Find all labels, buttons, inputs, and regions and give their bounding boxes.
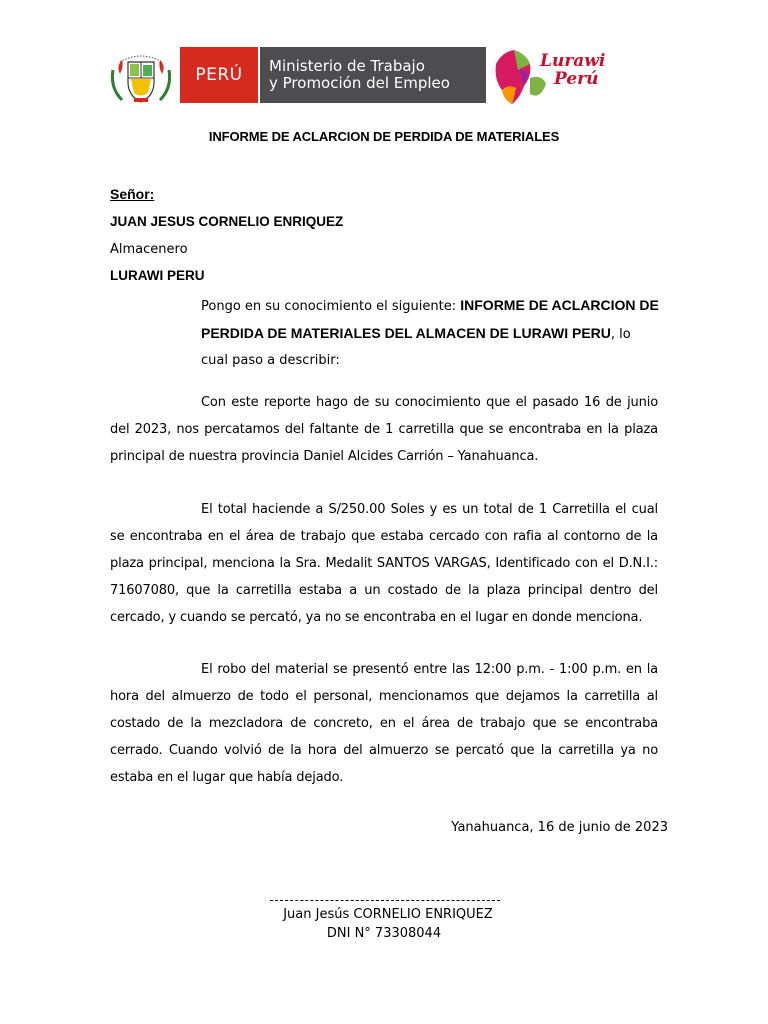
recipient-name: JUAN JESUS CORNELIO ENRIQUEZ: [110, 214, 344, 229]
salutation: Señor:: [110, 186, 155, 202]
intro-bold-subject: INFORME DE ACLARCION DE PERDIDA DE MATERIALES DEL ALMACEN DE LURAWI PERU: [201, 297, 659, 341]
peru-label: PERÚ: [195, 65, 243, 85]
signer-dni: DNI N° 73308044: [326, 926, 442, 941]
body-paragraph-1: Con este reporte hago de su conocimiento que el pasado 16 de junio del 2023, nos percatamos del faltante de 1 carretilla que se encontraba en la plaza principal de nuestra provincia Daniel Alcides Carrión – Yanahuanca.: [110, 395, 658, 464]
letterhead: [110, 44, 630, 108]
recipient-company: LURAWI PERU: [110, 268, 205, 283]
body-paragraph-2: El total haciende a S/250.00 Soles y es un total de 1 Carretilla el cual se encontraba en el área de trabajo que estaba cercado con rafia al contorno de la plaza principal, menciona la Sra. Medalit SANTOS VARGAS, Identificado con el D.N.I.: 71607080, que la carretilla estaba a un costado de la plaza principal dentro del cercado, y cuando se percató, ya no se encontraba en el lugar en donde menciona.: [110, 502, 658, 625]
lurawi-wordmark-line-2: Perú: [554, 69, 599, 89]
intro-suffix: , lo cual paso a describir:: [201, 327, 631, 368]
peru-coat-of-arms-icon: [110, 48, 172, 106]
recipient-role: Almacenero: [110, 242, 188, 257]
place-and-date: Yanahuanca, 16 de junio de 2023: [451, 820, 668, 835]
document-title: INFORME DE ACLARCION DE PERDIDA DE MATERIALES: [208, 129, 560, 144]
body-paragraph-3: El robo del material se presentó entre las 12:00 p.m. - 1:00 p.m. en la hora del almuerzo de todo el personal, mencionamos que dejamos la carretilla al costado de la mezcladora de concreto, en el área de trabajo que se encontraba cerrado. Cuando volvió de la hora del almuerzo se percató que la carretilla ya no estaba en el lugar que había dejado.: [110, 662, 658, 785]
ministry-brand-box: [260, 47, 486, 103]
intro-paragraph: [201, 292, 659, 374]
ministry-name-line-2: y Promoción del Empleo: [269, 74, 450, 92]
signature-line: [270, 900, 500, 901]
intro-prefix: Pongo en su conocimiento el siguiente:: [201, 299, 461, 314]
lurawi-wordmark: [540, 52, 605, 88]
signer-name: Juan Jesús CORNELIO ENRIQUEZ: [283, 907, 493, 922]
lurawi-wordmark-line-1: Lurawi: [540, 51, 606, 71]
ministry-name-line-1: Ministerio de Trabajo: [269, 57, 425, 75]
peru-brand-box: [180, 47, 258, 103]
